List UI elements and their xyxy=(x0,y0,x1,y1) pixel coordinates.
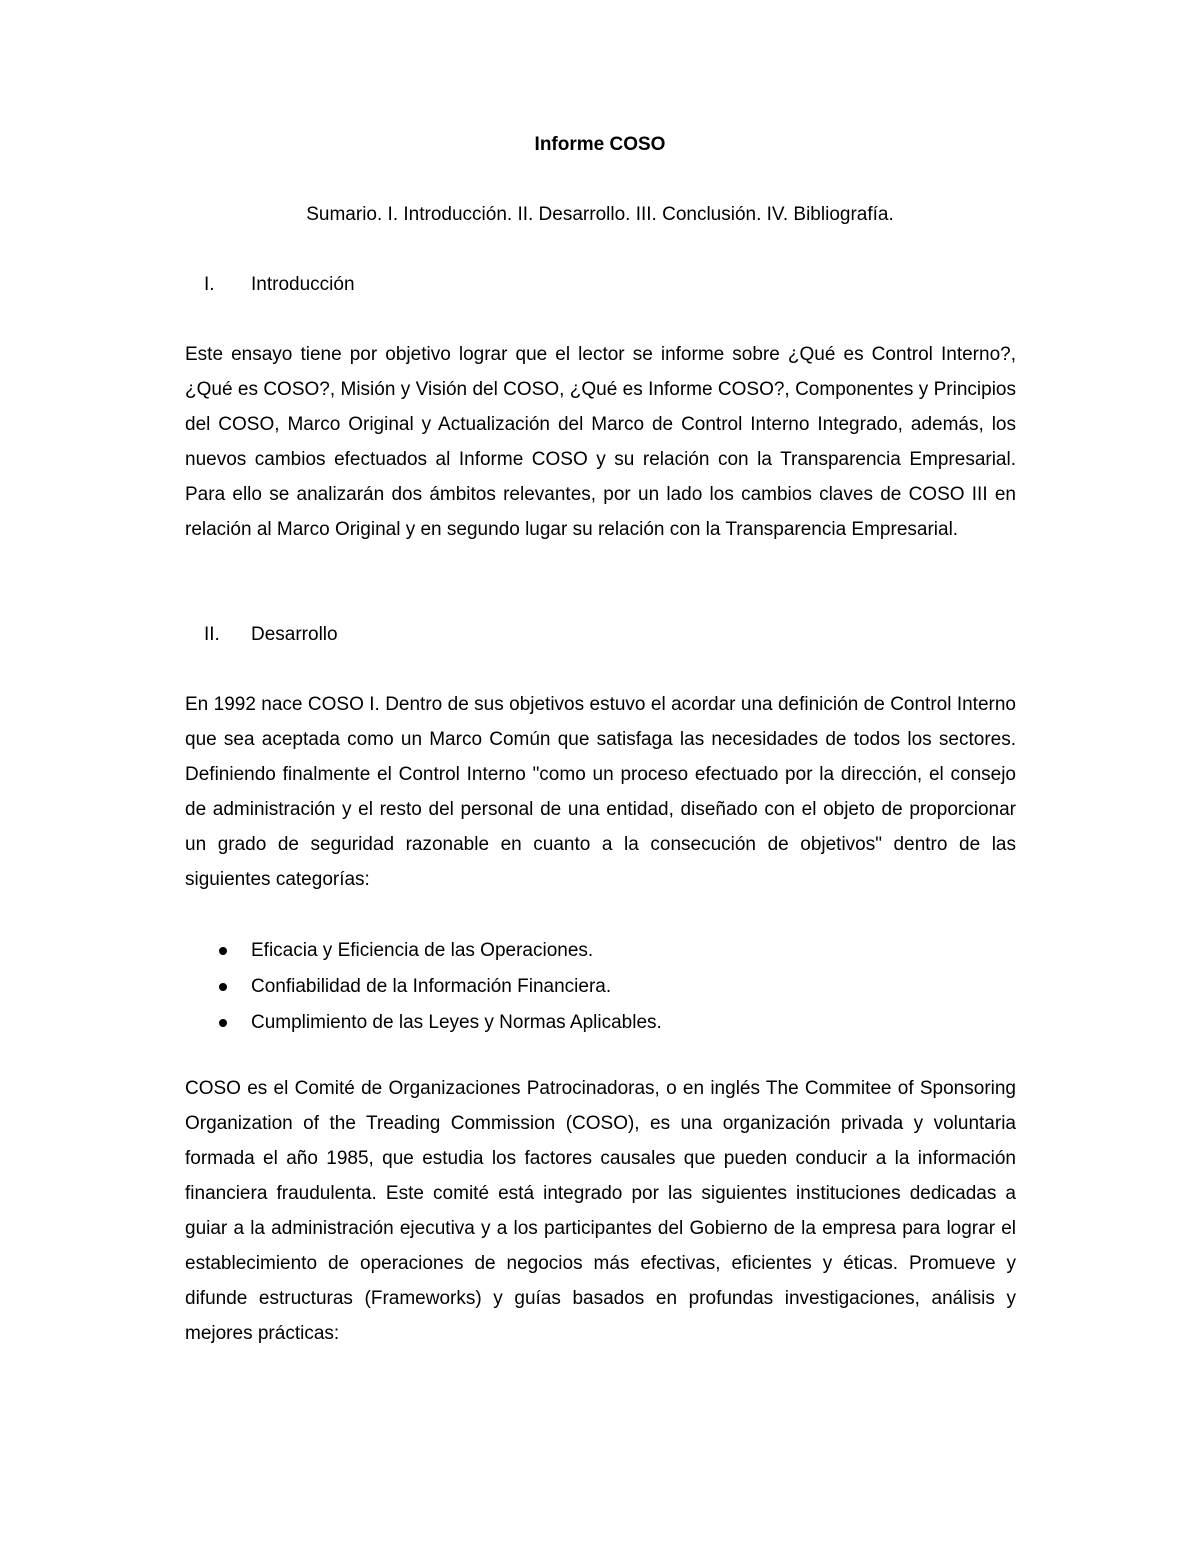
bullet-icon xyxy=(219,983,227,991)
document-title: Informe COSO xyxy=(534,134,666,155)
list-item xyxy=(0,969,1200,1005)
paragraph-introduccion: Este ensayo tiene por objetivo lograr que el lector se informe sobre ¿Qué es Control Interno?, ¿Qué es COSO?, Misión y Visión del COSO, ¿Qué es Informe COSO?, Componentes y Principios del COSO, Marco Original y Actualización del Marco de Control Interno Integrado, además, los nuevos cambios efectuados al Informe COSO y su relación con la Transparencia Empresarial. Para ello se analizarán dos ámbitos relevantes, por un lado los cambios claves de COSO III en relación al Marco Original y en segundo lugar su relación con la Transparencia Empresarial. xyxy=(185,344,1016,540)
section-number: II. xyxy=(204,624,220,645)
list-item xyxy=(0,933,1200,969)
paragraph-desarrollo-1: En 1992 nace COSO I. Dentro de sus objetivos estuvo el acordar una definición de Control Interno que sea aceptada como un Marco Común que satisfaga las necesidades de todos los sectores. Definiendo finalmente el Control Interno "como un proceso efectuado por la dirección, el consejo de administración y el resto del personal de una entidad, diseñado con el objeto de proporcionar un grado de seguridad razonable en cuanto a la consecución de objetivos" dentro de las siguientes categorías: xyxy=(185,694,1016,890)
bullet-icon xyxy=(219,1019,227,1027)
paragraph-desarrollo-2: COSO es el Comité de Organizaciones Patrocinadoras, o en inglés The Commitee of Sponsoring Organization of the Treading Commission (COSO), es una organización privada y voluntaria formada el año 1985, que estudia los factores causales que pueden conducir a la información financiera fraudulenta. Este comité está integrado por las siguientes instituciones dedicadas a guiar a la administración ejecutiva y a los participantes del Gobierno de la empresa para lograr el establecimiento de operaciones de negocios más efectivas, eficientes y éticas. Promueve y difunde estructuras (Frameworks) y guías basados en profundas investigaciones, análisis y mejores prácticas: xyxy=(185,1078,1016,1344)
bullet-list xyxy=(0,933,1200,1041)
list-item-text: Cumplimiento de las Leyes y Normas Aplicables. xyxy=(251,1012,662,1033)
list-item-text: Confiabilidad de la Información Financiera. xyxy=(251,976,612,997)
section-label: Desarrollo xyxy=(251,624,338,645)
list-item-text: Eficacia y Eficiencia de las Operaciones. xyxy=(251,940,594,961)
document-summary: Sumario. I. Introducción. II. Desarrollo. III. Conclusión. IV. Bibliografía. xyxy=(306,204,894,225)
section-label: Introducción xyxy=(251,274,355,295)
section-number: I. xyxy=(204,274,215,295)
bullet-icon xyxy=(219,947,227,955)
list-item xyxy=(0,1005,1200,1041)
